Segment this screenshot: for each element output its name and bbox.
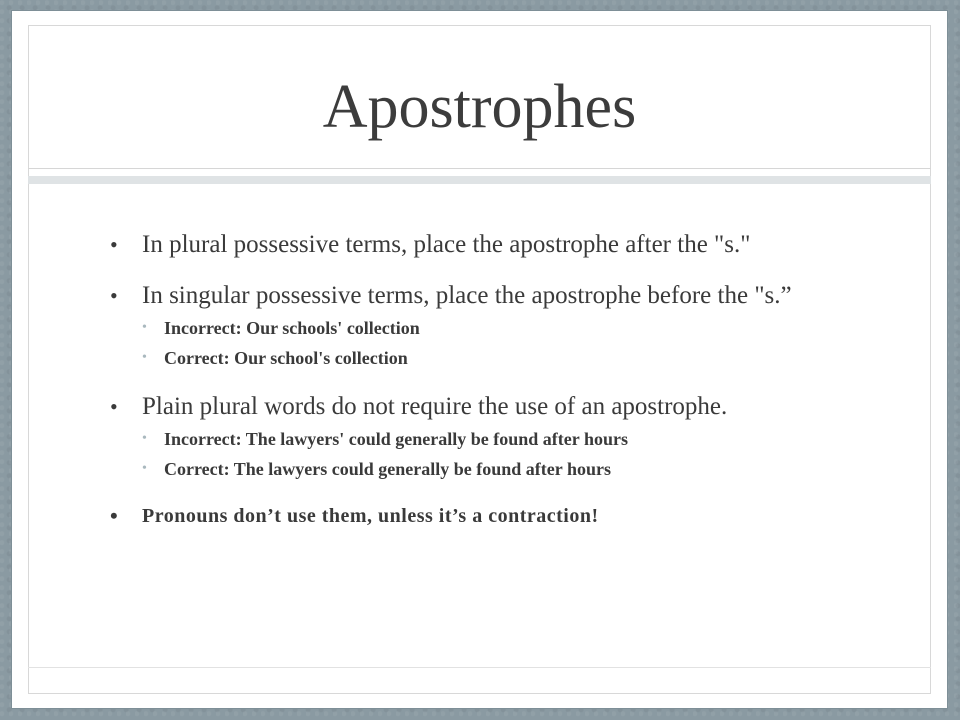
sub-bullet-icon: • <box>142 350 147 365</box>
bullet-icon: • <box>110 503 119 528</box>
bullet-plural-possessive <box>102 231 862 258</box>
sub-bullet-text: Incorrect: The lawyers' could generally be found after hours <box>164 429 628 449</box>
sub-bullet-text: Correct: The lawyers could generally be found after hours <box>164 459 611 479</box>
title-band <box>28 176 931 184</box>
sub-bullet-list <box>142 317 862 369</box>
sub-bullet-icon: • <box>142 320 147 335</box>
slide-title: Apostrophes <box>322 73 637 141</box>
sub-bullet-incorrect <box>142 428 862 450</box>
slide <box>12 11 947 708</box>
bullet-text: In plural possessive terms, place the apostrophe after the "s." <box>142 231 751 258</box>
title-divider <box>28 168 931 169</box>
sub-bullet-correct <box>142 347 862 369</box>
sub-bullet-text: Incorrect: Our schools' collection <box>164 318 420 338</box>
bullet-singular-possessive <box>102 282 862 369</box>
sub-bullet-incorrect <box>142 317 862 339</box>
slide-content <box>102 231 862 552</box>
sub-bullet-correct <box>142 458 862 480</box>
bullet-text: Plain plural words do not require the use of an apostrophe. <box>142 393 728 420</box>
sub-bullet-icon: • <box>142 461 147 476</box>
sub-bullet-text: Correct: Our school's collection <box>164 348 408 368</box>
bullet-pronouns <box>102 504 862 528</box>
sub-bullet-icon: • <box>142 431 147 446</box>
bullet-icon: • <box>110 283 118 308</box>
bullet-icon: • <box>110 394 118 419</box>
bullet-plain-plural <box>102 393 862 480</box>
sub-bullet-list <box>142 428 862 480</box>
bullet-icon: • <box>110 232 118 257</box>
footer-divider <box>28 667 931 668</box>
bullet-text: Pronouns don’t use them, unless it’s a contraction! <box>142 505 599 527</box>
bullet-text: In singular possessive terms, place the apostrophe before the "s.” <box>142 282 792 309</box>
